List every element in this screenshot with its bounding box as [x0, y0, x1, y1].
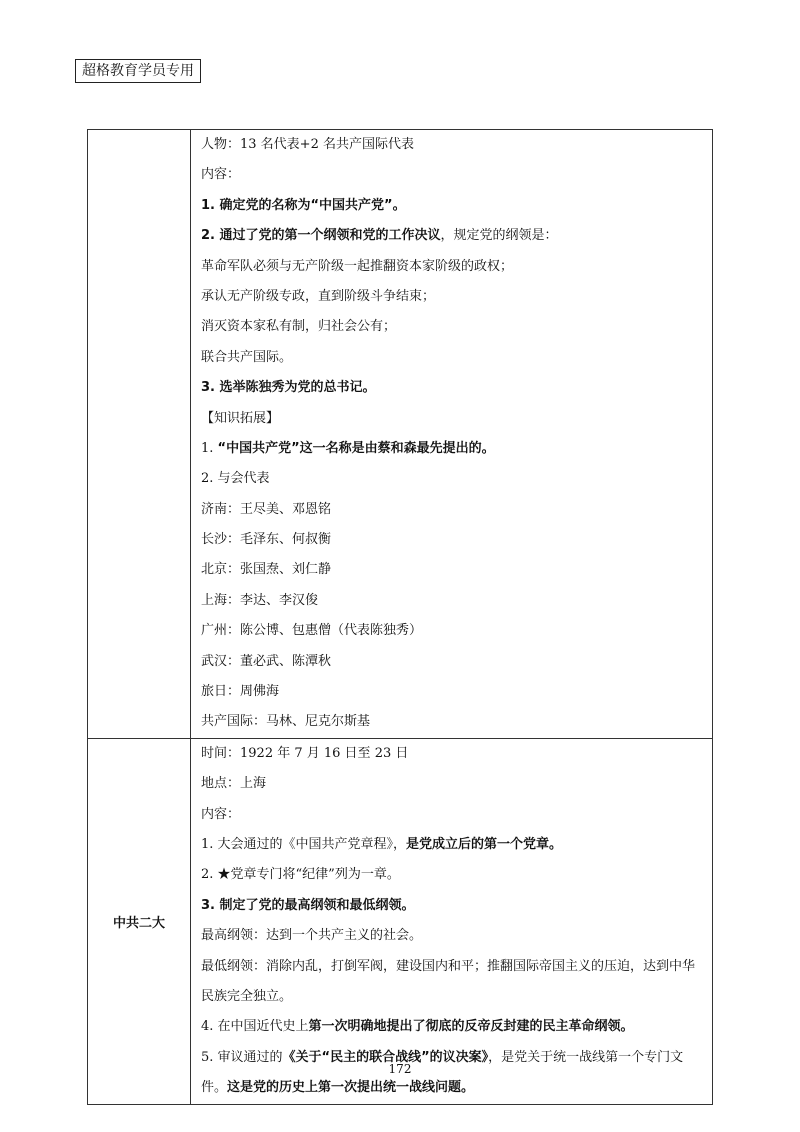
text-segment: 1. [201, 440, 218, 456]
content-line [201, 830, 702, 860]
text-segment: 长沙：毛泽东、何叔衡 [201, 532, 332, 548]
bold-text: 3. 制定了党的最高纲领和最低纲领。 [201, 897, 415, 913]
content-line [201, 312, 702, 342]
content-line [201, 555, 702, 585]
text-segment: 革命军队必须与无产阶级一起推翻资本家阶级的政权； [201, 258, 514, 274]
content-line [201, 647, 702, 677]
text-segment: 上海：李达、李汉俊 [201, 592, 319, 608]
text-segment: 2. 与会代表 [201, 471, 270, 487]
content-line [201, 221, 702, 251]
text-segment: 【知识拓展】 [201, 410, 280, 426]
row-content-first [191, 130, 713, 739]
text-segment: ，规定党的纲领是： [440, 228, 558, 244]
text-segment: ，是党关于统一战线第一个专门文件。 [201, 1049, 684, 1096]
text-segment: 广州：陈公博、包惠僧（代表陈独秀） [201, 623, 423, 639]
text-segment: 联合共产国际。 [201, 349, 293, 365]
text-segment: 旅日：周佛海 [201, 684, 280, 700]
content-line [201, 586, 702, 616]
row-content-second [191, 738, 713, 1104]
text-segment: 消灭资本家私有制，归社会公有； [201, 319, 397, 335]
content-line [201, 921, 702, 951]
content-line [201, 769, 702, 799]
text-segment: 最低纲领：消除内乱，打倒军阀，建设国内和平；推翻国际帝国主义的压迫，达到中华民族完全独立。 [201, 958, 696, 1004]
content-line [201, 252, 702, 282]
content-line [201, 525, 702, 555]
content-line [201, 404, 702, 434]
text-segment: 共产国际：马林、尼克尔斯基 [201, 714, 371, 730]
bold-text: 是党成立后的第一个党章。 [406, 836, 563, 852]
text-segment: 5. 审议通过的 [201, 1049, 283, 1065]
content-line [201, 952, 702, 1013]
content-line [201, 800, 702, 830]
content-line [201, 739, 702, 769]
content-line [201, 343, 702, 373]
content-line [201, 860, 702, 890]
text-segment: 人物：13 名代表+2 名共产国际代表 [201, 137, 414, 152]
text-segment: 内容： [201, 167, 241, 183]
text-segment: 1. 大会通过的《中国共产党章程》， [201, 836, 407, 852]
text-segment: 最高纲领：达到一个共产主义的社会。 [201, 928, 423, 944]
text-segment: 时间：1922 年 7 月 16 日至 23 日 [201, 745, 409, 761]
bold-text: 第一次明确地提出了彻底的反帝反封建的民主革命纲领。 [308, 1019, 634, 1035]
row-label-second: 中共二大 [88, 738, 191, 1104]
text-segment: 4. 在中国近代史上 [201, 1019, 309, 1035]
content-line [201, 282, 702, 312]
row-label-first [88, 130, 191, 739]
bold-text: 3. 选举陈独秀为党的总书记。 [201, 380, 376, 396]
content-line [201, 616, 702, 646]
text-segment: 承认无产阶级专政，直到阶级斗争结束； [201, 288, 436, 304]
content-line [201, 1012, 702, 1042]
text-segment: 地点：上海 [201, 776, 267, 792]
page-number: 172 [388, 1062, 412, 1076]
bold-text: 2. 通过了党的第一个纲领和党的工作决议 [201, 228, 441, 244]
bold-text: “中国共产党”这一名称是由蔡和森最先提出的。 [217, 440, 495, 456]
content-line [201, 891, 702, 921]
text-segment: 北京：张国焘、刘仁静 [201, 562, 332, 578]
content-line [201, 130, 702, 160]
text-segment: 武汉：董必武、陈潭秋 [201, 653, 332, 669]
content-line [201, 160, 702, 190]
bold-text: 《关于“民主的联合战线”的议决案》 [282, 1049, 489, 1065]
content-line [201, 677, 702, 707]
content-line [201, 707, 702, 737]
table-row-cpc-first-congress [88, 130, 713, 739]
watermark-stamp: 超格教育学员专用 [75, 59, 201, 83]
content-table [87, 129, 713, 1105]
table-row-cpc-second-congress [88, 738, 713, 1104]
content-line [201, 373, 702, 403]
text-segment: 2. ★党章专门将“纪律”列为一章。 [201, 867, 400, 883]
bold-text: 这是党的历史上第一次提出统一战线问题。 [227, 1080, 475, 1096]
content-line [201, 495, 702, 525]
content-line [201, 464, 702, 494]
text-segment: 济南：王尽美、邓恩铭 [201, 501, 332, 517]
bold-text: 1. 确定党的名称为“中国共产党”。 [201, 197, 406, 213]
text-segment: 内容： [201, 806, 241, 822]
content-line [201, 434, 702, 464]
content-line [201, 191, 702, 221]
